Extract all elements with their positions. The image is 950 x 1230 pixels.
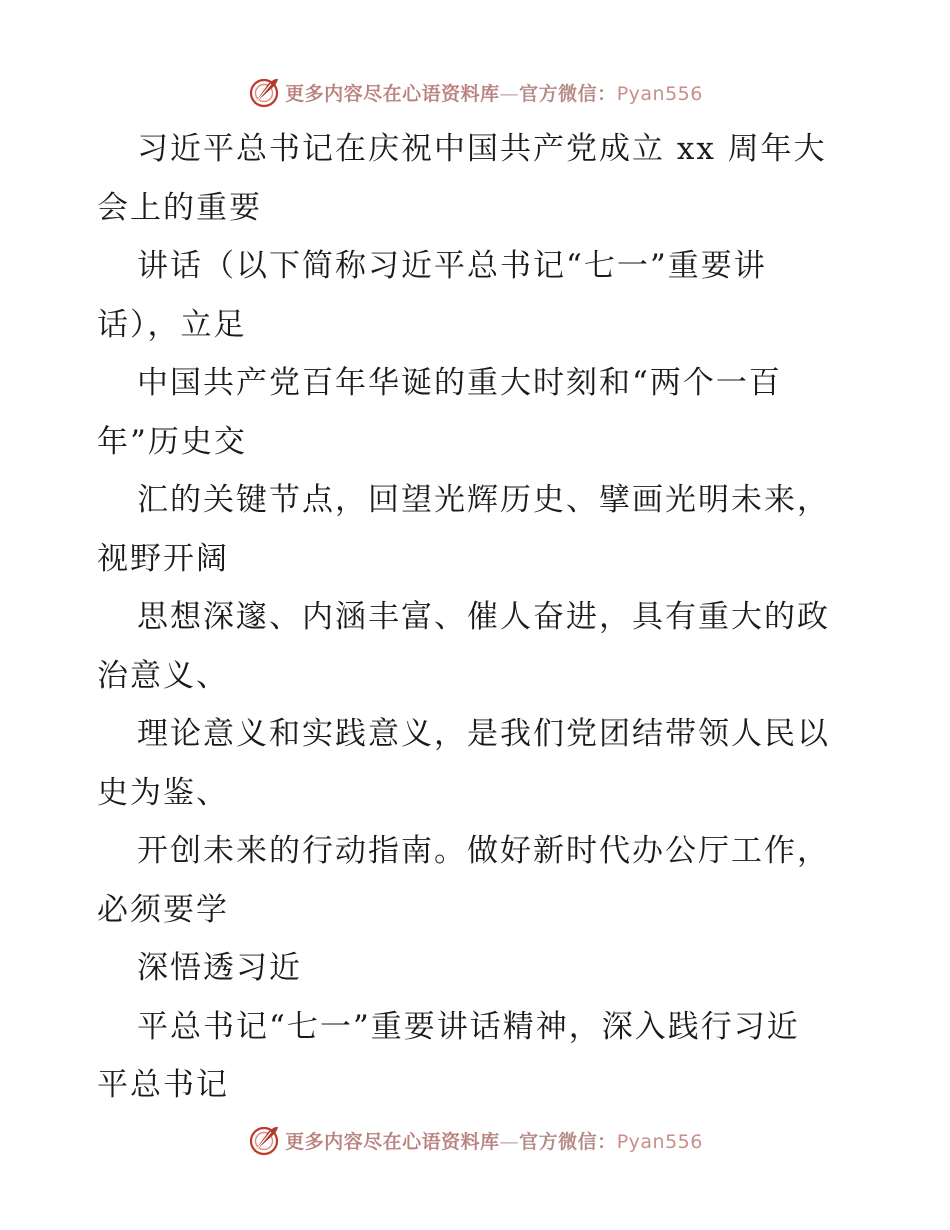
text-line: 习近平总书记在庆祝中国共产党成立 xx 周年大 [137, 131, 827, 167]
quill-logo-icon [247, 1123, 281, 1157]
text-line: 平总书记 [97, 1067, 229, 1103]
header-watermark-banner [0, 72, 950, 112]
banner-separator: — [499, 1130, 520, 1153]
text-line: 思想深邃、内涵丰富、催人奋进，具有重大的政 [137, 599, 830, 635]
banner-wechat-handle: Pyan556 [616, 82, 703, 105]
quill-logo-icon [247, 75, 281, 109]
text-line: 汇的关键节点，回望光辉历史、擘画光明未来， [137, 482, 830, 518]
document-body [97, 120, 857, 1115]
text-line: 中国共产党百年华诞的重大时刻和“两个一百 [137, 365, 782, 401]
text-line: 理论意义和实践意义，是我们党团结带领人民以 [137, 716, 830, 752]
banner-wechat-handle: Pyan556 [616, 1130, 703, 1153]
text-line: 讲话（以下简称习近平总书记“七一”重要讲 [137, 248, 767, 284]
banner-separator: — [499, 82, 520, 105]
text-line: 史为鉴、 [97, 774, 229, 811]
text-line: 必须要学 [97, 891, 229, 928]
banner-promo-text: 更多内容尽在心语资料库 [285, 1130, 500, 1153]
text-line: 治意义、 [97, 657, 229, 694]
text-line: 平总书记“七一”重要讲话精神，深入践行习近 [137, 1008, 800, 1045]
text-line: 会上的重要 [97, 189, 262, 226]
text-line: 年”历史交 [97, 423, 247, 460]
text-line: 开创未来的行动指南。做好新时代办公厅工作， [137, 833, 830, 869]
banner-promo-text: 更多内容尽在心语资料库 [285, 82, 500, 105]
banner-wechat-label: 官方微信： [519, 1130, 617, 1153]
text-line: 视野开阔 [97, 540, 229, 577]
footer-watermark-banner [0, 1120, 950, 1160]
banner-wechat-label: 官方微信： [519, 82, 617, 105]
text-line: 深悟透习近 [137, 950, 302, 986]
text-line: 话），立足 [97, 306, 247, 343]
